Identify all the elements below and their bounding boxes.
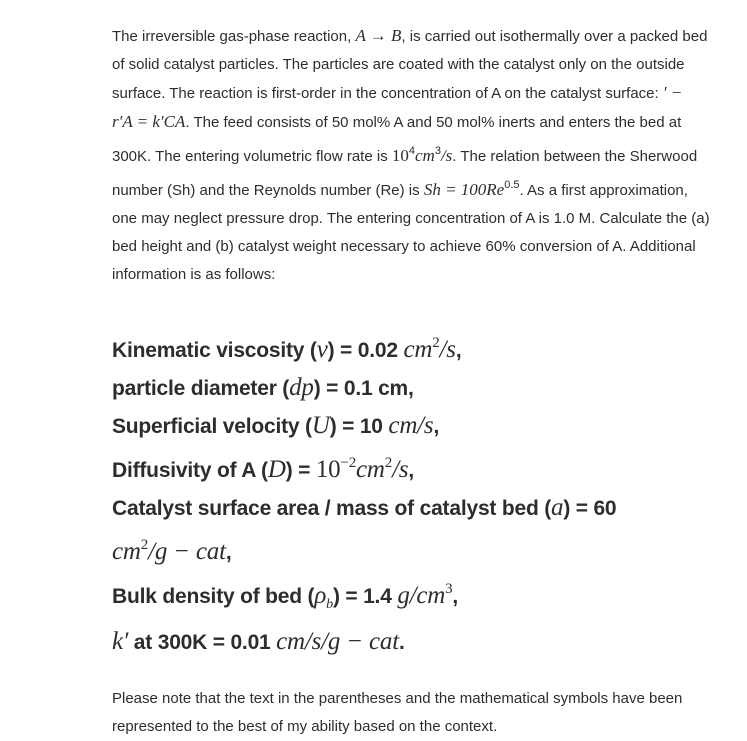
math-sup: 3: [434, 145, 441, 157]
text-line: [112, 137, 747, 171]
assistant-message: [112, 22, 747, 741]
math-correlation: Sh = 100Re: [423, 180, 505, 199]
text-line: of solid catalyst particles. The particles are coated with the catalyst only on the outside: [112, 56, 685, 73]
text: . The feed consists of 50 mol% A and 50 mol% inerts and enters the bed at: [185, 114, 682, 131]
math-sup: 0.5: [504, 179, 520, 191]
text-line: [112, 108, 747, 137]
text-line: one may neglect pressure drop. The entering concentration of A is 1.0 M. Calculate the (a): [112, 210, 710, 227]
text-line: represented to the best of my ability based on the context.: [112, 718, 498, 735]
math-reaction: A → B: [355, 26, 402, 45]
prop-surface-area: Catalyst surface area / mass of catalyst bed (a) = 60: [112, 494, 617, 521]
math-unit: /s: [440, 146, 453, 165]
math-fragment: ′ −: [662, 83, 683, 102]
closing-note: [112, 685, 747, 741]
prop-viscosity: Kinematic viscosity (v) = 0.02 $cm^2/s$,: [112, 335, 462, 363]
text: surface. The reaction is first-order in the concentration of A on the catalyst surface:: [112, 85, 663, 102]
text: , is carried out isothermally over a packed bed: [401, 28, 708, 45]
prop-surface-area-unit: $cm^2/g$ − cat,: [112, 537, 232, 565]
text-line: [112, 79, 747, 108]
text-line: Please note that the text in the parentheses and the mathematical symbols have been: [112, 690, 683, 707]
text: 300K. The entering volumetric flow rate is: [112, 148, 392, 165]
text: . As a first approximation,: [519, 182, 688, 199]
problem-statement: [112, 22, 747, 289]
prop-particle-diameter: particle diameter (dp) = 0.1 cm,: [112, 374, 414, 401]
math-sup: 4: [408, 145, 415, 157]
prop-bulk-density: Bulk density of bed $(\rho_b) = 1.4$ $g/cm^3$,: [112, 581, 459, 612]
prop-superficial-velocity: Superficial velocity (U) = 10 cm/s,: [112, 412, 440, 439]
math-unit: cm: [414, 146, 435, 165]
text-line: [112, 22, 747, 51]
text: The irreversible gas-phase reaction,: [112, 28, 356, 45]
text-line: bed height and (b) catalyst weight necessary to achieve 60% conversion of A. Additional: [112, 238, 696, 255]
text: . The relation between the Sherwood: [452, 148, 698, 165]
math-rate-law: r′A = k′CA: [112, 112, 186, 131]
prop-diffusivity: Diffusivity of A $(D) = 10^{-2}cm^2/s$,: [112, 455, 415, 483]
property-list: [112, 325, 747, 661]
text: number (Sh) and the Reynolds number (Re) is: [112, 182, 424, 199]
prop-rate-constant: k′ at 300K = 0.01 cm/s/g − cat.: [112, 628, 405, 655]
math-flow: 10: [391, 146, 409, 165]
text-line: information is as follows:: [112, 266, 276, 283]
text-line: [112, 171, 747, 205]
